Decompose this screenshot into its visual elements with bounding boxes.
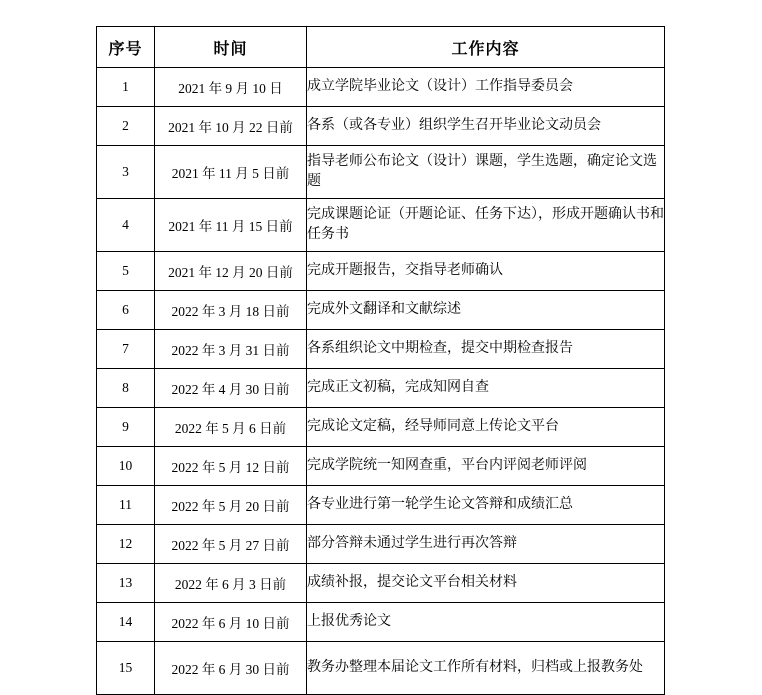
table-row	[97, 564, 665, 603]
cell-no: 14	[97, 603, 155, 642]
cell-time: 2021 年 10 月 22 日前	[155, 107, 307, 146]
cell-no: 13	[97, 564, 155, 603]
cell-time: 2022 年 6 月 10 日前	[155, 603, 307, 642]
table-row	[97, 603, 665, 642]
cell-content: 完成外文翻译和文献综述	[307, 291, 665, 330]
cell-content: 完成论文定稿，经导师同意上传论文平台	[307, 408, 665, 447]
cell-no: 1	[97, 68, 155, 107]
cell-content: 完成学院统一知网查重，平台内评阅老师评阅	[307, 447, 665, 486]
table-row	[97, 107, 665, 146]
cell-time: 2021 年 11 月 5 日前	[155, 146, 307, 199]
table-body	[97, 68, 665, 695]
cell-no: 3	[97, 146, 155, 199]
table-row	[97, 252, 665, 291]
cell-content: 完成开题报告，交指导老师确认	[307, 252, 665, 291]
cell-no: 9	[97, 408, 155, 447]
cell-no: 7	[97, 330, 155, 369]
table-row	[97, 199, 665, 252]
cell-no: 10	[97, 447, 155, 486]
cell-time: 2022 年 5 月 27 日前	[155, 525, 307, 564]
table-row	[97, 68, 665, 107]
cell-no: 4	[97, 199, 155, 252]
cell-no: 12	[97, 525, 155, 564]
table-row	[97, 525, 665, 564]
cell-content: 各专业进行第一轮学生论文答辩和成绩汇总	[307, 486, 665, 525]
column-header-content: 工作内容	[307, 27, 665, 68]
table-row	[97, 330, 665, 369]
cell-time: 2022 年 5 月 12 日前	[155, 447, 307, 486]
cell-content: 完成课题论证（开题论证、任务下达），形成开题确认书和任务书	[307, 199, 665, 252]
cell-content: 各系（或各专业）组织学生召开毕业论文动员会	[307, 107, 665, 146]
cell-time: 2022 年 6 月 3 日前	[155, 564, 307, 603]
cell-content: 成绩补报，提交论文平台相关材料	[307, 564, 665, 603]
cell-time: 2022 年 6 月 30 日前	[155, 642, 307, 695]
table-row	[97, 447, 665, 486]
cell-content: 成立学院毕业论文（设计）工作指导委员会	[307, 68, 665, 107]
cell-no: 5	[97, 252, 155, 291]
column-header-time: 时间	[155, 27, 307, 68]
cell-no: 11	[97, 486, 155, 525]
cell-time: 2021 年 12 月 20 日前	[155, 252, 307, 291]
cell-no: 15	[97, 642, 155, 695]
cell-content: 各系组织论文中期检查，提交中期检查报告	[307, 330, 665, 369]
cell-content: 教务办整理本届论文工作所有材料，归档或上报教务处	[307, 642, 665, 695]
table-row	[97, 291, 665, 330]
table-row	[97, 642, 665, 695]
cell-no: 6	[97, 291, 155, 330]
cell-no: 2	[97, 107, 155, 146]
column-header-no: 序号	[97, 27, 155, 68]
table-row	[97, 408, 665, 447]
cell-no: 8	[97, 369, 155, 408]
cell-time: 2022 年 3 月 18 日前	[155, 291, 307, 330]
cell-time: 2022 年 5 月 20 日前	[155, 486, 307, 525]
cell-content: 部分答辩未通过学生进行再次答辩	[307, 525, 665, 564]
cell-content: 指导老师公布论文（设计）课题，学生选题，确定论文选题	[307, 146, 665, 199]
table-row	[97, 146, 665, 199]
table-row	[97, 486, 665, 525]
cell-time: 2022 年 5 月 6 日前	[155, 408, 307, 447]
cell-time: 2021 年 9 月 10 日	[155, 68, 307, 107]
table-row	[97, 369, 665, 408]
schedule-table-container	[96, 26, 664, 695]
cell-content: 完成正文初稿，完成知网自查	[307, 369, 665, 408]
cell-time: 2022 年 3 月 31 日前	[155, 330, 307, 369]
schedule-table	[96, 26, 665, 695]
cell-time: 2022 年 4 月 30 日前	[155, 369, 307, 408]
table-header	[97, 27, 665, 68]
cell-time: 2021 年 11 月 15 日前	[155, 199, 307, 252]
table-header-row	[97, 27, 665, 68]
cell-content: 上报优秀论文	[307, 603, 665, 642]
